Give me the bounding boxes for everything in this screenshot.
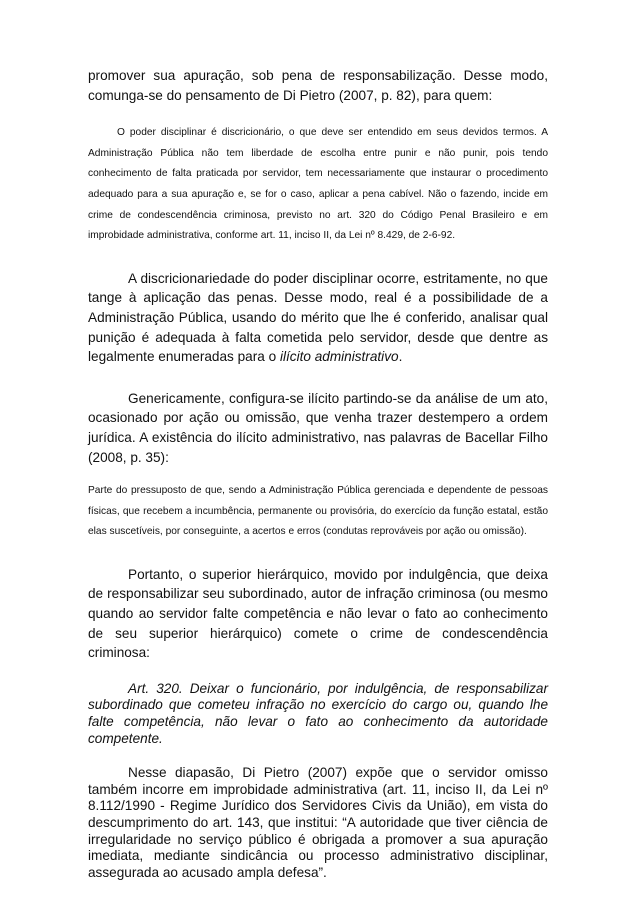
citation-art-320: Art. 320. Deixar o funcionário, por indulgência, de responsabilizar subordinado que cometeu infração no exercício do cargo ou, quando lhe falte competência, não levar o fato ao conhecimento da autoridade competente.: [88, 680, 548, 746]
paragraph-discricionariedade-end: .: [398, 349, 403, 365]
block-quote-di-pietro: O poder disciplinar é discricionário, o que deve ser entendido em seus devidos termos. A Administração Pública não tem liberdade de escolha entre punir e não punir, pois tendo conhecimento de falta praticada por servidor, tem necessariamente que instaurar o procedimento adequado para a sua apuração e, se for o caso, aplicar a pena cabível. Não o fazendo, incide em crime de condescendência criminosa, previsto no art. 320 do Código Penal Brasileiro e em improbidade administrativa, conforme art. 11, inciso II, da Lei nº 8.429, de 2-6-92.: [88, 127, 548, 242]
paragraph-intro: promover sua apuração, sob pena de responsabilização. Desse modo, comunga-se do pensamento de Di Pietro (2007, p. 82), para quem:: [88, 68, 548, 103]
paragraph-discricionariedade: [88, 269, 548, 367]
block-quote-bacellar: Parte do pressuposto de que, sendo a Administração Pública gerenciada e dependente de pessoas físicas, que recebem a incumbência, permanente ou provisória, do exercício da função estatal, estão elas suscetíveis, por conseguinte, a acertos e erros (condutas reprováveis por ação ou omissão).: [88, 485, 548, 538]
document-page: [88, 66, 548, 881]
paragraph-diapasao: Nesse diapasão, Di Pietro (2007) expõe que o servidor omisso também incorre em improbidade administrativa (art. 11, inciso II, da Lei nº 8.112/1990 - Regime Jurídico dos Servidores Civis da União), em vista do descumprimento do art. 143, que institui: “A autoridade que tiver ciência de irregularidade no serviço público é obrigada a promover a sua apuração imediata, mediante sindicância ou processo administrativo disciplinar, assegurada ao acusado ampla defesa”.: [88, 765, 548, 880]
paragraph-genericamente: Genericamente, configura-se ilícito partindo-se da análise de um ato, ocasionado por ação ou omissão, que venha trazer destempero a ordem jurídica. A existência do ilícito administrativo, nas palavras de Bacellar Filho (2008, p. 35):: [88, 390, 548, 465]
italic-term-ilicito: ilícito administrativo: [279, 349, 399, 365]
paragraph-portanto: Portanto, o superior hierárquico, movido por indulgência, que deixa de responsabilizar seu subordinado, autor de infração criminosa (ou mesmo quando ao servidor falte competência e não levar o fato ao conhecimento de seu superior hierárquico) comete o crime de condescendência criminosa:: [88, 566, 548, 661]
paragraph-discricionariedade-text: A discricionariedade do poder disciplinar ocorre, estritamente, no que tange à aplicação das penas. Desse modo, real é a possibilidade de a Administração Pública, usando do mérito que lhe é conferido, analisar qual punição é adequada à falta cometida pelo servidor, desde que dentre as legalmente enumeradas para o: [88, 270, 548, 365]
